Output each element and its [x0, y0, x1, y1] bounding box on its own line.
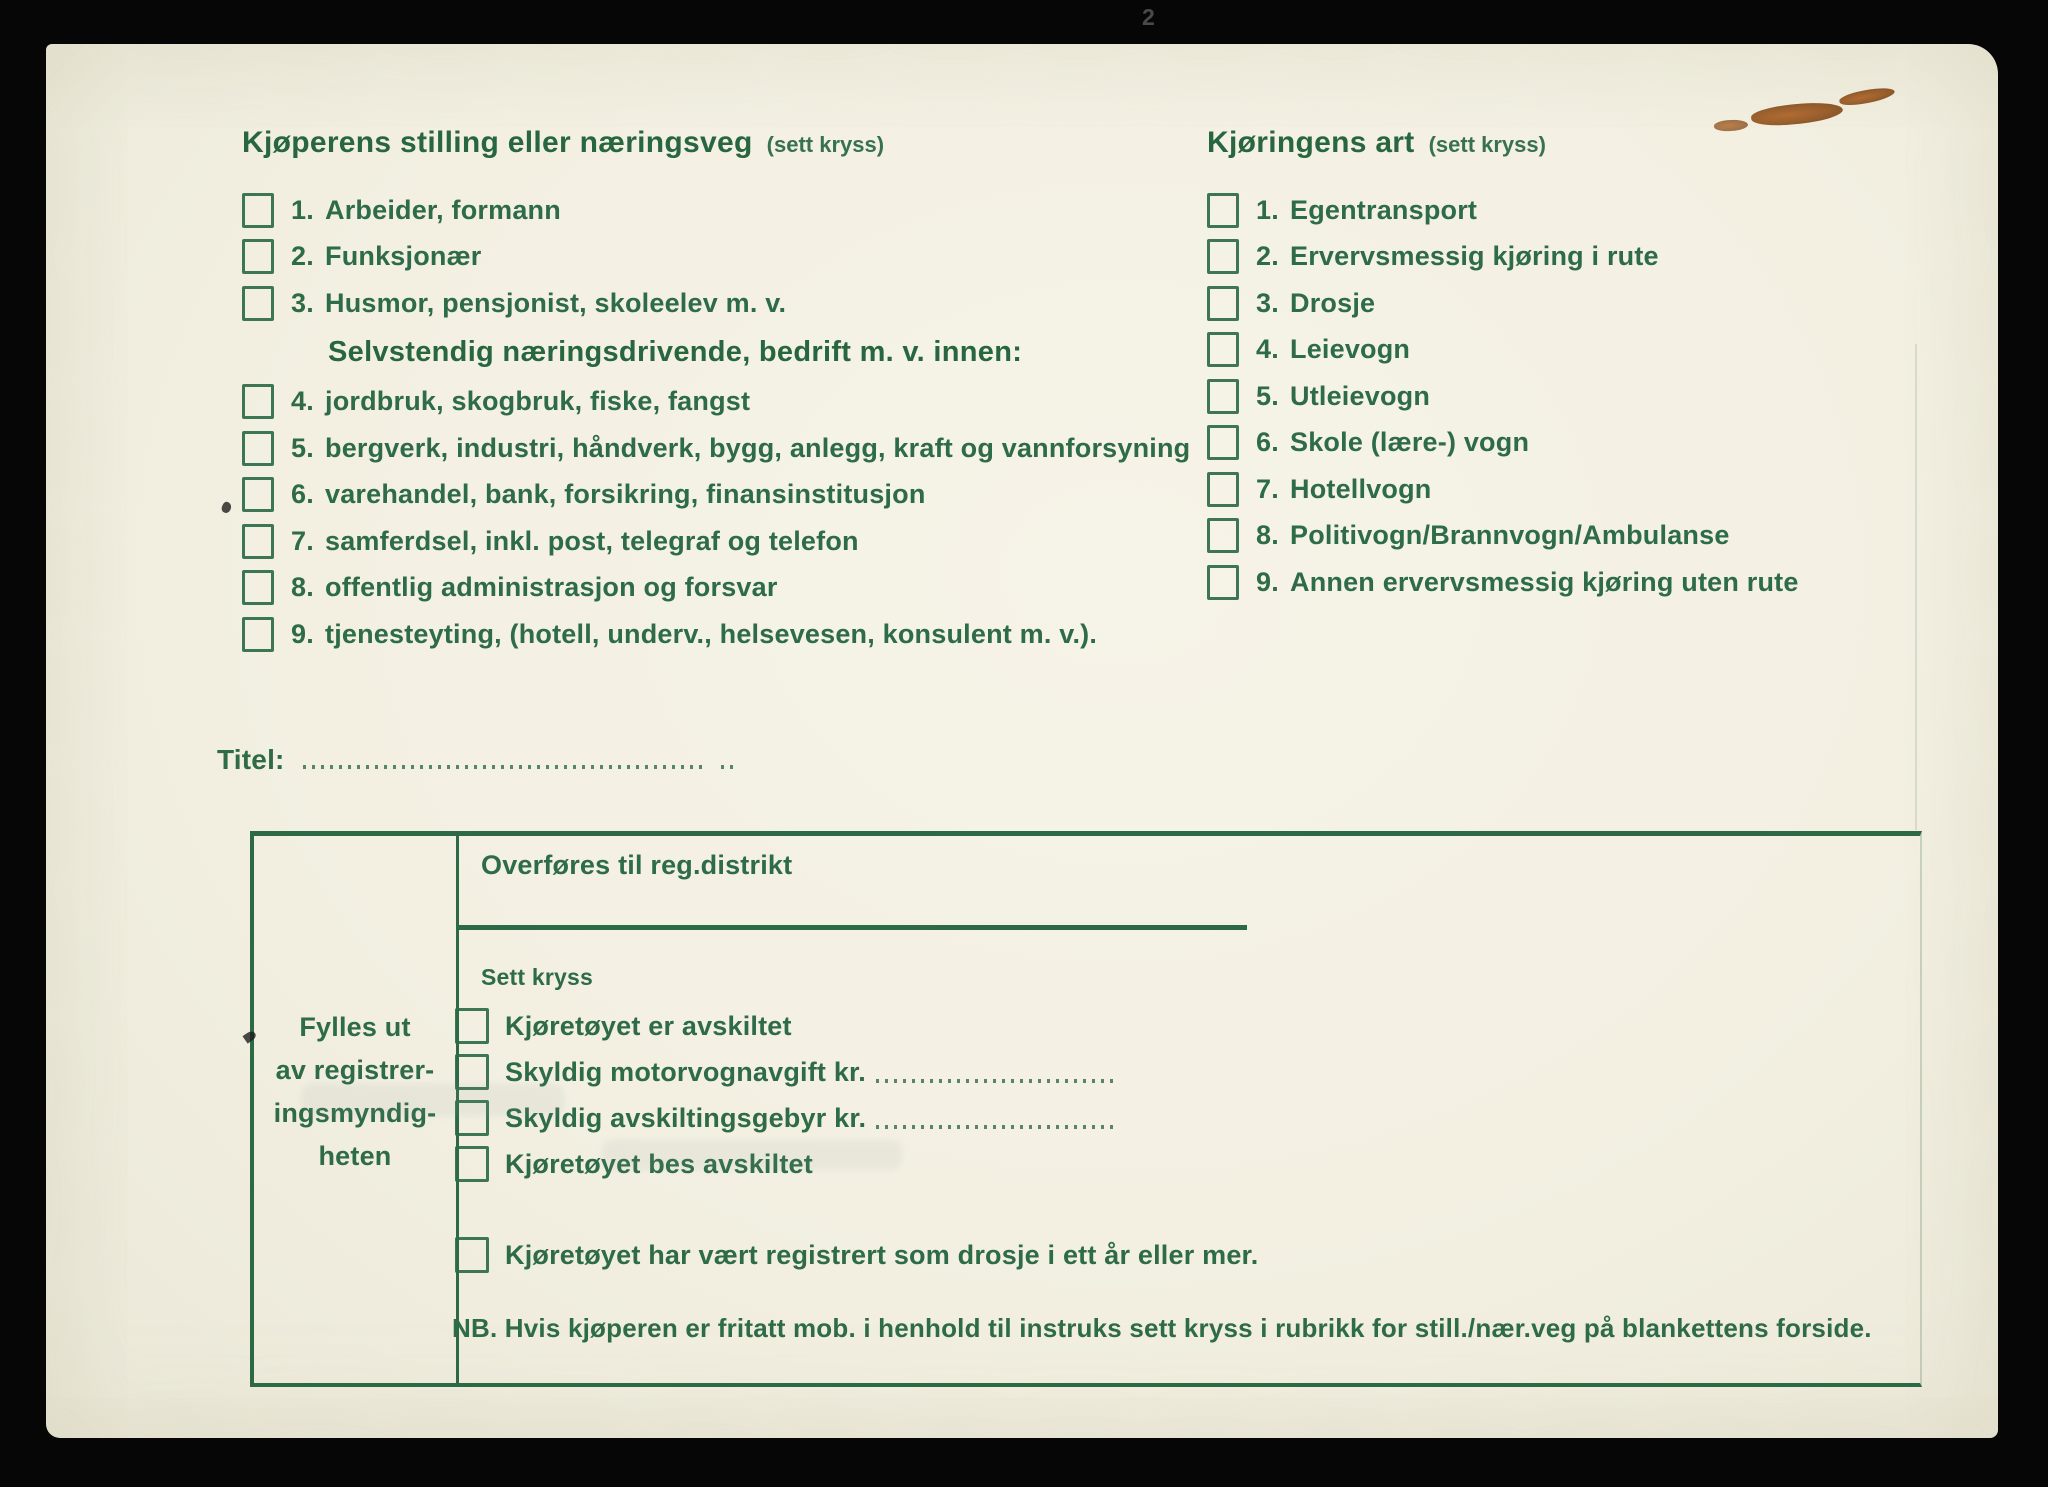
bleed-through-line [1915, 344, 1917, 830]
checkbox-item-row [1207, 466, 1799, 513]
item-checkbox[interactable] [242, 384, 274, 419]
filled-by-authority-line: Fylles ut [299, 1012, 411, 1042]
self-employed-subheader: Selvstendig næringsdrivende, bedrift m. v. innen: [328, 336, 1023, 368]
item-number: 3. [1256, 287, 1279, 318]
checkbox-item-row [242, 611, 1190, 658]
item-number: 2. [291, 241, 314, 272]
checkbox-item-row [1207, 234, 1799, 281]
form-paper [46, 44, 1998, 1438]
checkbox-item-row [1207, 420, 1799, 467]
scan-edge-mark: 2 [1142, 4, 1155, 30]
item-checkbox[interactable] [1207, 286, 1239, 321]
amount-write-in-line[interactable] [876, 1079, 1118, 1083]
item-label: Skole (lære-) vogn [1290, 427, 1530, 458]
checkbox-item-row [1207, 513, 1799, 560]
item-checkbox[interactable] [242, 286, 274, 321]
sett-kryss-hint: (sett kryss) [766, 132, 885, 157]
item-number: 8. [1256, 520, 1279, 551]
item-checkbox[interactable] [242, 524, 274, 559]
drosje-row [455, 1232, 1258, 1278]
item-number: 9. [1256, 566, 1279, 597]
bleed-through-text [302, 1084, 564, 1116]
item-checkbox[interactable] [242, 193, 274, 228]
item-number: 4. [1256, 334, 1279, 365]
district-write-in-rule[interactable] [457, 925, 1247, 930]
filled-by-authority-line: av registrer- [275, 1055, 435, 1085]
checkbox-item-row [242, 518, 1190, 565]
item-checkbox[interactable] [242, 239, 274, 274]
purchaser-occupation-list [242, 187, 1190, 658]
item-number: 3. [291, 287, 314, 318]
drosje-checkbox[interactable] [455, 1237, 489, 1273]
item-label: jordbruk, skogbruk, fiske, fangst [325, 386, 751, 417]
item-label: Ervervsmessig kjøring i rute [1290, 241, 1659, 272]
item-number: 4. [291, 386, 314, 417]
authority-row-label: Kjøretøyet bes avskiltet [505, 1148, 813, 1179]
checkbox-item-row [242, 472, 1190, 519]
sett-kryss-label: Sett kryss [481, 964, 593, 990]
authority-row-label: Kjøretøyet er avskiltet [505, 1010, 792, 1041]
item-number: 6. [1256, 427, 1279, 458]
item-checkbox[interactable] [1207, 425, 1239, 460]
item-number: 5. [291, 432, 314, 463]
item-number: 2. [1256, 241, 1279, 272]
checkbox-item-row [242, 234, 1190, 281]
title-write-in-line-end[interactable] [721, 765, 738, 769]
amount-write-in-line[interactable] [876, 1125, 1118, 1129]
item-number: 6. [291, 479, 314, 510]
item-label: Leievogn [1290, 334, 1411, 365]
sett-kryss-hint: (sett kryss) [1428, 132, 1546, 157]
checkbox-item-row [1207, 559, 1799, 606]
checkbox-item-row [1207, 373, 1799, 420]
section-title: Kjøringens art [1207, 126, 1415, 159]
item-checkbox[interactable] [242, 477, 274, 512]
scan-speck [220, 501, 233, 515]
item-checkbox[interactable] [242, 570, 274, 605]
checkbox-item-row [242, 187, 1190, 234]
item-checkbox[interactable] [242, 617, 274, 652]
item-number: 7. [291, 525, 314, 556]
item-checkbox[interactable] [1207, 193, 1239, 228]
checkbox-item-row [242, 425, 1190, 472]
authority-row-label: Skyldig avskiltingsgebyr kr. [505, 1102, 867, 1133]
section-title: Kjøperens stilling eller næringsveg [242, 126, 753, 159]
ink-stain [1750, 99, 1844, 129]
checkbox-item-row [1207, 280, 1799, 327]
authority-checkbox[interactable] [455, 1146, 489, 1182]
item-label: Funksjonær [325, 241, 482, 272]
purchaser-occupation-header [242, 126, 884, 160]
item-label: offentlig administrasjon og forsvar [325, 572, 778, 603]
item-label: Husmor, pensjonist, skoleelev m. v. [325, 287, 787, 318]
authority-checkbox-row [455, 1003, 1118, 1049]
title-label: Titel: [217, 744, 285, 775]
driving-type-list [1207, 187, 1799, 606]
item-label: varehandel, bank, forsikring, finansinstitusjon [325, 479, 926, 510]
driving-type-header [1207, 126, 1546, 160]
item-label: tjenesteyting, (hotell, underv., helsevesen, konsulent m. v.). [325, 618, 1098, 649]
item-label: Hotellvogn [1290, 473, 1432, 504]
transfer-district-label: Overføres til reg.distrikt [481, 850, 793, 880]
checkbox-item-row [242, 565, 1190, 612]
item-label: Utleievogn [1290, 380, 1431, 411]
item-number: 5. [1256, 380, 1279, 411]
bleed-through-text [602, 1140, 902, 1170]
item-checkbox[interactable] [242, 431, 274, 466]
authority-checkbox[interactable] [455, 1008, 489, 1044]
item-label: bergverk, industri, håndverk, bygg, anlegg, kraft og vannforsyning [325, 432, 1191, 463]
filled-by-authority-line: heten [318, 1141, 392, 1171]
item-number: 1. [291, 194, 314, 225]
ink-stain [1838, 85, 1895, 108]
nb-note: NB. Hvis kjøperen er fritatt mob. i henhold til instruks sett kryss i rubrikk for still./nær.veg på blankettens forside. [452, 1313, 1872, 1343]
checkbox-item-row [1207, 187, 1799, 234]
drosje-label: Kjøretøyet har vært registrert som drosje i ett år eller mer. [505, 1239, 1259, 1270]
item-label: Drosje [1290, 287, 1376, 318]
item-checkbox[interactable] [1207, 239, 1239, 274]
checkbox-item-row [242, 379, 1190, 426]
authority-row-label: Skyldig motorvognavgift kr. [505, 1056, 866, 1087]
item-label: Politivogn/Brannvogn/Ambulanse [1290, 520, 1730, 551]
item-number: 1. [1256, 194, 1279, 225]
item-checkbox[interactable] [1207, 379, 1239, 414]
title-write-in-line[interactable] [303, 765, 707, 769]
item-label: Arbeider, formann [325, 194, 561, 225]
item-checkbox[interactable] [1207, 332, 1239, 367]
item-label: samferdsel, inkl. post, telegraf og telefon [325, 525, 859, 556]
item-label: Annen ervervsmessig kjøring uten rute [1290, 566, 1799, 597]
item-checkbox[interactable] [1207, 472, 1239, 507]
filled-by-authority-line: ingsmyndig- [273, 1098, 437, 1128]
item-label: Egentransport [1290, 194, 1478, 225]
item-number: 9. [291, 618, 314, 649]
item-number: 7. [1256, 473, 1279, 504]
checkbox-item-row [242, 280, 1190, 327]
checkbox-item-row [1207, 327, 1799, 374]
title-field-row [217, 744, 738, 776]
item-checkbox[interactable] [1207, 518, 1239, 553]
item-number: 8. [291, 572, 314, 603]
ink-stain [1714, 119, 1749, 132]
item-checkbox[interactable] [1207, 565, 1239, 600]
